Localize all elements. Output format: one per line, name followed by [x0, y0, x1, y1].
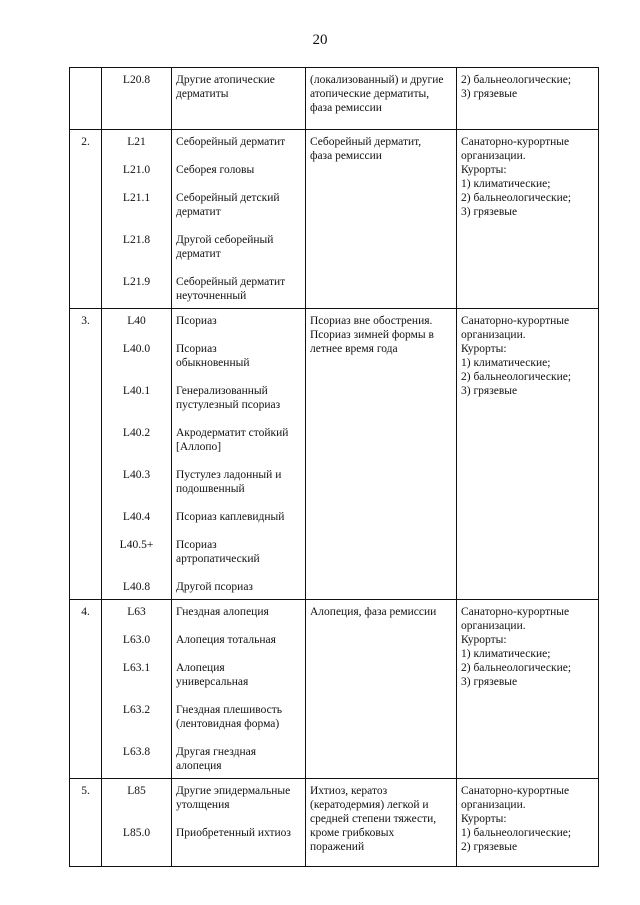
diagnosis-name-line: универсальная	[176, 676, 249, 688]
table-row	[70, 309, 599, 600]
diagnosis-name-line: Генерализованный	[176, 385, 268, 397]
icd-code: L40.0	[122, 343, 151, 355]
resort-line: организации.	[461, 150, 526, 162]
icd-code: L40.3	[122, 469, 151, 481]
diagnosis-name-line: Другая гнездная	[176, 746, 257, 758]
diagnosis-name-line: пустулезный псориаз	[176, 399, 281, 411]
resort-line: 2) грязевые	[461, 841, 518, 853]
diagnosis-name-line: обыкновенный	[176, 357, 250, 369]
row-number: 3.	[70, 309, 102, 600]
diagnosis-name-line: дерматит	[176, 206, 221, 218]
diagnosis-name-line: Пустулез ладонный и	[176, 469, 282, 481]
diagnosis-name-cell	[172, 68, 306, 130]
resort-line: 3) грязевые	[461, 676, 518, 688]
resort-line: организации.	[461, 620, 526, 632]
icd-code: L40.5+	[119, 539, 154, 551]
icd-code: L63.2	[122, 704, 151, 716]
diagnosis-name-cell	[172, 130, 306, 309]
table-row	[70, 130, 599, 309]
diagnosis-name-line: Себорея головы	[176, 164, 255, 176]
icd-code: L21.1	[122, 192, 151, 204]
diagnosis-name-line: Гнездная алопеция	[176, 606, 269, 618]
icd-code: L40.4	[122, 511, 151, 523]
resort-line: Санаторно-курортные	[461, 136, 570, 148]
resort-cell	[457, 779, 599, 867]
resort-line: 3) грязевые	[461, 206, 518, 218]
condition-cell	[306, 600, 457, 779]
icd-code: L63.1	[122, 662, 151, 674]
diagnosis-name-line: Другие эпидермальные	[176, 785, 291, 797]
condition-line: Ихтиоз, кератоз	[310, 785, 388, 797]
condition-line: Псориаз зимней формы в	[310, 329, 434, 341]
resort-line: Курорты:	[461, 164, 507, 176]
resort-line: 3) грязевые	[461, 385, 518, 397]
resort-line: организации.	[461, 329, 526, 341]
resort-line: Курорты:	[461, 343, 507, 355]
icd-code: L21.0	[122, 164, 151, 176]
diagnosis-name-line: подошвенный	[176, 483, 245, 495]
page-number: 20	[312, 32, 328, 48]
diagnosis-name-line: Другие атопические	[176, 74, 275, 86]
resort-line: Санаторно-курортные	[461, 606, 570, 618]
table-row	[70, 779, 599, 867]
resort-line: 1) климатические;	[461, 648, 551, 660]
diagnosis-name-line: дерматит	[176, 248, 221, 260]
icd-code: L20.8	[122, 74, 151, 86]
diagnosis-name-line: Псориаз	[176, 539, 217, 551]
diagnosis-name-cell	[172, 600, 306, 779]
icd-code-cell	[102, 130, 172, 309]
condition-line: Псориаз вне обострения.	[310, 315, 433, 327]
icd-code: L85.0	[122, 827, 151, 839]
icd-code-cell	[102, 309, 172, 600]
resort-line: Санаторно-курортные	[461, 315, 570, 327]
condition-line: атопические дерматиты,	[310, 88, 430, 100]
diagnosis-name-line: алопеция	[176, 760, 222, 772]
row-number	[70, 68, 102, 130]
icd-code: L63.8	[122, 746, 151, 758]
resort-line: Курорты:	[461, 813, 507, 825]
resort-line: Санаторно-курортные	[461, 785, 570, 797]
resort-cell	[457, 600, 599, 779]
resort-line: Курорты:	[461, 634, 507, 646]
diagnosis-name-line: утолщения	[176, 799, 230, 811]
indications-table	[69, 67, 599, 867]
icd-code: L40	[127, 315, 146, 327]
condition-line: (локализованный) и другие	[310, 74, 444, 86]
resort-cell	[457, 130, 599, 309]
icd-code: L21.9	[122, 276, 151, 288]
resort-line: организации.	[461, 799, 526, 811]
condition-line: (кератодермия) легкой и	[310, 799, 429, 811]
condition-line: Себорейный дерматит,	[310, 136, 422, 148]
diagnosis-name-line: Себорейный дерматит	[176, 276, 286, 288]
diagnosis-name-line: Псориаз	[176, 315, 217, 327]
diagnosis-name-line: Псориаз каплевидный	[176, 511, 285, 523]
icd-code: L63.0	[122, 634, 151, 646]
condition-cell	[306, 68, 457, 130]
diagnosis-name-line: Алопеция тотальная	[176, 634, 276, 646]
diagnosis-name-line: Себорейный дерматит	[176, 136, 286, 148]
condition-line: средней степени тяжести,	[310, 813, 437, 825]
row-number: 2.	[70, 130, 102, 309]
diagnosis-name-line: артропатический	[176, 553, 260, 565]
condition-line: фаза ремиссии	[310, 102, 382, 114]
icd-code: L21	[127, 136, 146, 148]
condition-cell	[306, 130, 457, 309]
resort-line: 1) климатические;	[461, 357, 551, 369]
diagnosis-name-line: [Аллопо]	[176, 441, 222, 453]
diagnosis-name-line: дерматиты	[176, 88, 229, 100]
icd-code: L63	[127, 606, 146, 618]
diagnosis-name-cell	[172, 309, 306, 600]
resort-cell	[457, 68, 599, 130]
table-row	[70, 68, 599, 130]
row-number: 4.	[70, 600, 102, 779]
diagnosis-name-line: Акродерматит стойкий	[176, 427, 289, 439]
condition-cell	[306, 309, 457, 600]
condition-line: фаза ремиссии	[310, 150, 382, 162]
diagnosis-name-line: Псориаз	[176, 343, 217, 355]
diagnosis-name-line: неуточненный	[176, 290, 247, 302]
resort-line: 2) бальнеологические;	[461, 662, 572, 674]
resort-line: 2) бальнеологические;	[461, 74, 572, 86]
diagnosis-name-line: Приобретенный ихтиоз	[176, 827, 291, 839]
resort-line: 1) климатические;	[461, 178, 551, 190]
diagnosis-name-line: Алопеция	[176, 662, 225, 674]
icd-code-cell	[102, 600, 172, 779]
diagnosis-name-line: Себорейный детский	[176, 192, 280, 204]
icd-code: L40.1	[122, 385, 151, 397]
icd-code-cell	[102, 779, 172, 867]
row-number: 5.	[70, 779, 102, 867]
resort-line: 2) бальнеологические;	[461, 192, 572, 204]
resort-cell	[457, 309, 599, 600]
condition-line: летнее время года	[310, 343, 398, 355]
icd-code: L40.2	[122, 427, 151, 439]
diagnosis-name-line: (лентовидная форма)	[176, 718, 280, 730]
icd-code: L40.8	[122, 581, 151, 593]
resort-line: 2) бальнеологические;	[461, 371, 572, 383]
diagnosis-name-line: Другой псориаз	[176, 581, 253, 593]
diagnosis-name-line: Другой себорейный	[176, 234, 274, 246]
diagnosis-name-line: Гнездная плешивость	[176, 704, 282, 716]
icd-code: L21.8	[122, 234, 151, 246]
condition-line: поражений	[310, 841, 365, 853]
table-row	[70, 600, 599, 779]
resort-line: 3) грязевые	[461, 88, 518, 100]
condition-line: кроме грибковых	[310, 827, 395, 839]
condition-cell	[306, 779, 457, 867]
icd-code-cell	[102, 68, 172, 130]
diagnosis-name-cell	[172, 779, 306, 867]
resort-line: 1) бальнеологические;	[461, 827, 572, 839]
icd-code: L85	[127, 785, 146, 797]
condition-line: Алопеция, фаза ремиссии	[310, 606, 437, 618]
